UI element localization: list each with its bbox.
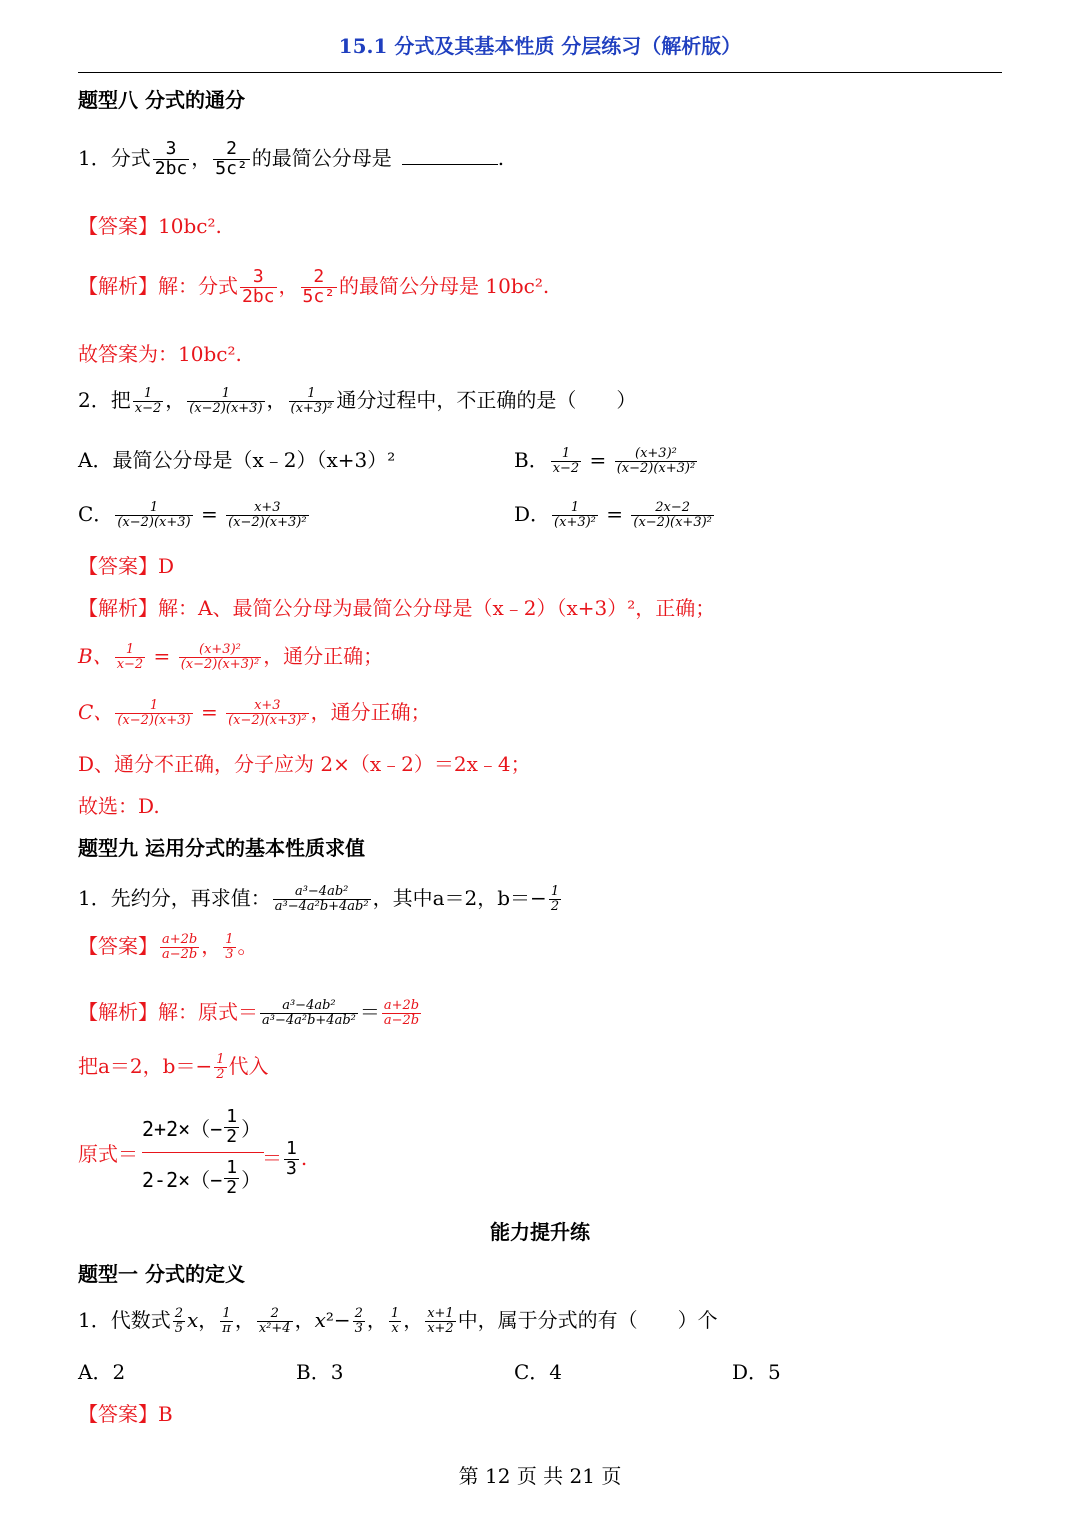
s8-q2-choose: 故选：D. <box>78 794 160 818</box>
s9-orig-label: 原式＝ <box>78 1142 138 1166</box>
s8-q2-analysis-b: B、 $\frac{1}{x-2}$ = $\frac{\text{(x+3)²}}{\text{(x−2)(x+3)²}}$ ，通分正确； <box>78 642 384 672</box>
big-result: ＝ $\frac{1}{3}$ . <box>262 1138 308 1179</box>
section-1-title: 题型一 分式的定义 <box>78 1262 245 1286</box>
s8-question-1: 1．分式 $\frac{3}{2bc}$ ， $\frac{2}{\text{5c²}}$ 的最简公分母是 . <box>78 138 505 179</box>
answer-blank <box>402 144 498 165</box>
fraction-1-over-x-minus-2: $\frac{1}{x-2}$ <box>134 386 162 416</box>
option-b[interactable]: B． $\frac{1}{x-2}$ = $\frac{\text{(x+3)²}}{\text{(x−2)(x+3)²}}$ <box>514 446 696 476</box>
fraction-3-over-2bc: $\frac{3}{2bc}$ <box>242 266 275 307</box>
s8-q2-analysis-c: C、 $\frac{1}{(x-2)(x+3)}$ = $\frac{x+3}{\text{(x−2)(x+3)²}}$ ，通分正确； <box>78 698 431 728</box>
s9-q1-answer: 【答案】 $\frac{a+2b}{a-2b}$ ， $\frac{1}{3}$ 。 <box>78 932 258 962</box>
fraction-3-over-2bc: $\frac{3}{2bc}$ <box>154 138 188 179</box>
section-9-title: 题型九 运用分式的基本性质求值 <box>78 836 365 860</box>
option-d[interactable]: D． $\frac{1}{\text{(x+3)²}}$ = $\frac{2x-2}{\text{(x−2)(x+3)²}}$ <box>514 500 712 530</box>
s8-q1-prefix: 1．分式 <box>78 145 151 170</box>
s1-q1-answer: 【答案】B <box>78 1402 173 1426</box>
option-c[interactable]: C．4 <box>514 1360 563 1384</box>
page-footer: 第 12 页 共 21 页 <box>458 1464 622 1488</box>
fraction-2-over-5c2: $\frac{2}{\text{5c²}}$ <box>302 266 336 307</box>
big-fraction-denominator: 2-2×（− $\frac{1}{2}$ ） <box>142 1156 262 1198</box>
option-b[interactable]: B．3 <box>296 1360 344 1384</box>
s8-q1-analysis: 【解析】解：分式 $\frac{3}{2bc}$ ， $\frac{2}{\text{5c²}}$ 的最简公分母是 10bc². <box>78 266 550 307</box>
ability-title: 能力提升练 <box>490 1220 590 1244</box>
s9-question-1: 1．先约分，再求值： $\frac{\text{a³−4ab²}}{\text{a³−4a²b+4ab²}}$ ，其中a＝2，b＝− $\frac{1}{2}$ <box>78 884 560 914</box>
page-header: 15.1 分式及其基本性质 分层练习（解析版） <box>338 34 742 58</box>
s8-q1-conclusion: 故答案为：10bc². <box>78 342 242 366</box>
s1-question-1: 1．代数式 $\frac{2}{5}$ x， $\frac{1}{\pi}$ ， $\frac{2}{\text{x²+4}}$ ，x²− $\frac{2}{3}$ ， $\frac{1}{x}$ ， $\frac{x+1}{x+2}$ 中，属于分式的有（ ）个 <box>78 1306 718 1336</box>
header-rule <box>78 72 1002 73</box>
option-a[interactable]: A．最简公分母是（x﹣2）（x+3）² <box>78 448 396 472</box>
s8-q2-answer: 【答案】D <box>78 554 175 578</box>
fraction-1-over-x-2-x-3: $\frac{1}{(x-2)(x+3)}$ <box>189 386 263 416</box>
big-fraction-numerator: 2+2×（− $\frac{1}{2}$ ） <box>142 1105 262 1147</box>
big-fraction <box>142 1102 264 1203</box>
s8-q2-analysis-d: D、通分不正确，分子应为 2×（x﹣2）＝2x﹣4； <box>78 752 531 776</box>
s8-q2-analysis-a: 【解析】解：A、最简公分母为最简公分母是（x﹣2）（x+3）²，正确； <box>78 596 716 620</box>
s8-question-2: 2．把 $\frac{1}{x-2}$ ， $\frac{1}{(x-2)(x+3)}$ ， $\frac{1}{\text{(x+3)²}}$ 通分过程中，不正确的是（ ） <box>78 386 637 416</box>
option-c[interactable]: C． $\frac{1}{(x-2)(x+3)}$ = $\frac{x+3}{\text{(x−2)(x+3)²}}$ <box>78 500 307 530</box>
s8-q1-answer: 【答案】10bc². <box>78 214 222 238</box>
option-a[interactable]: A．2 <box>78 1360 126 1384</box>
section-8-title: 题型八 分式的通分 <box>78 88 245 112</box>
s9-q1-substitute: 把a＝2，b＝− $\frac{1}{2}$ 代入 <box>78 1052 269 1082</box>
option-d[interactable]: D．5 <box>732 1360 781 1384</box>
s9-q1-analysis: 【解析】解：原式＝ $\frac{\text{a³−4ab²}}{\text{a³−4a²b+4ab²}}$ ＝ $\frac{a+2b}{a-2b}$ <box>78 998 420 1028</box>
fraction-1-over-x-3-sq: $\frac{1}{\text{(x+3)²}}$ <box>290 386 333 416</box>
expression-fraction: $\frac{\text{a³−4ab²}}{\text{a³−4a²b+4ab²}}$ <box>274 884 369 914</box>
fraction-2-over-5c2: $\frac{2}{\text{5c²}}$ <box>215 138 248 179</box>
